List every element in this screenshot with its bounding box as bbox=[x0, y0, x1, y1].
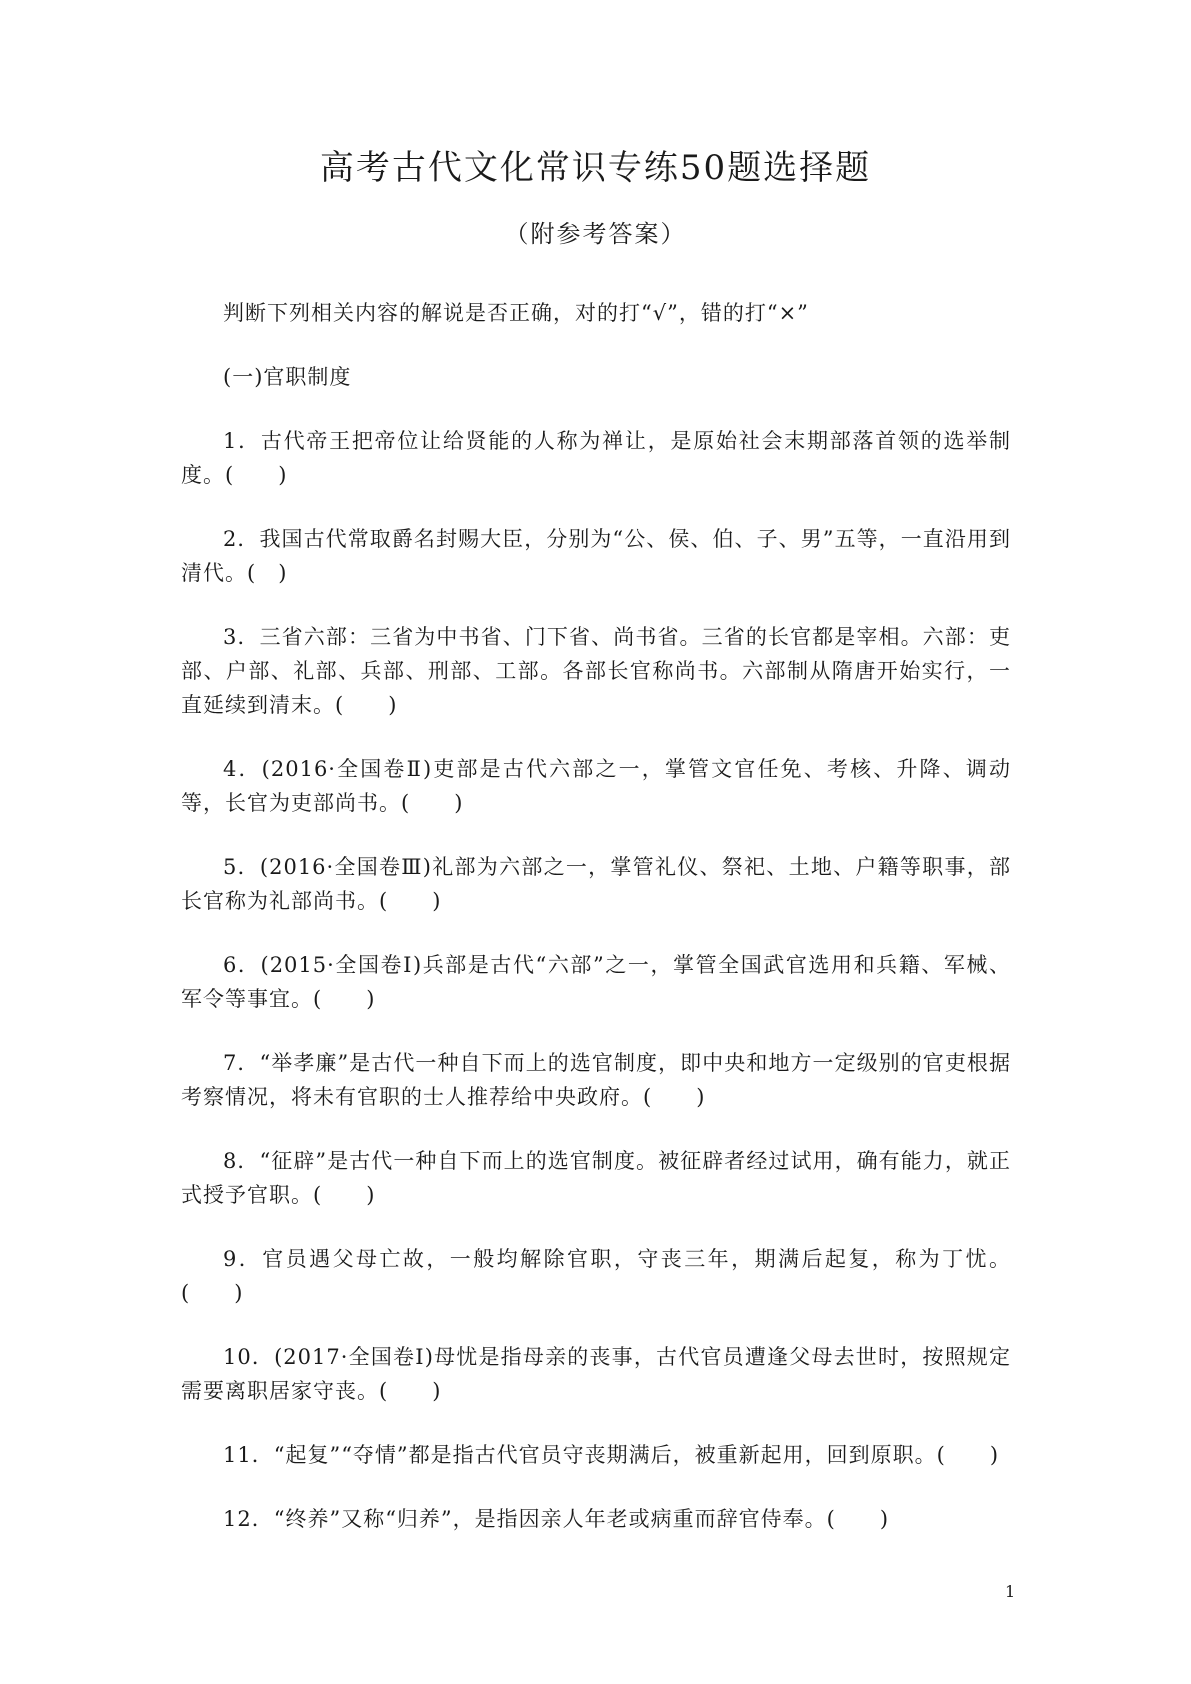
page-number: 1 bbox=[1005, 1582, 1016, 1601]
question-1: 1．古代帝王把帝位让给贤能的人称为禅让，是原始社会末期部落首领的选举制度。( ) bbox=[181, 429, 1011, 487]
question-11: 11．“起复”“夺情”都是指古代官员守丧期满后，被重新起用，回到原职。( ) bbox=[223, 1443, 1000, 1467]
question-8: 8．“征辟”是古代一种自下而上的选官制度。被征辟者经过试用，确有能力，就正式授予官职。( ) bbox=[181, 1149, 1011, 1207]
question-4: 4．(2016·全国卷Ⅱ)吏部是古代六部之一，掌管文官任免、考核、升降、调动等，长官为吏部尚书。( ) bbox=[181, 757, 1011, 815]
section-heading: (一)官职制度 bbox=[223, 365, 352, 389]
question-7: 7．“举孝廉”是古代一种自下而上的选官制度，即中央和地方一定级别的官吏根据考察情况，将未有官职的士人推荐给中央政府。( ) bbox=[181, 1051, 1011, 1109]
question-6: 6．(2015·全国卷Ⅰ)兵部是古代“六部”之一，掌管全国武官选用和兵籍、军械、军令等事宜。( ) bbox=[181, 953, 1011, 1011]
document-subtitle: （附参考答案） bbox=[504, 220, 687, 248]
question-12: 12．“终养”又称“归养”，是指因亲人年老或病重而辞官侍奉。( ) bbox=[223, 1507, 890, 1531]
document-title: 高考古代文化常识专练50题选择题 bbox=[319, 148, 872, 188]
instruction-text: 判断下列相关内容的解说是否正确，对的打“√”，错的打“×” bbox=[223, 301, 809, 325]
question-2: 2．我国古代常取爵名封赐大臣，分别为“公、侯、伯、子、男”五等，一直沿用到清代。( ) bbox=[181, 527, 1011, 585]
question-3: 3．三省六部：三省为中书省、门下省、尚书省。三省的长官都是宰相。六部：吏部、户部、礼部、兵部、刑部、工部。各部长官称尚书。六部制从隋唐开始实行，一直延续到清末。( ) bbox=[181, 625, 1011, 717]
question-5: 5．(2016·全国卷Ⅲ)礼部为六部之一，掌管礼仪、祭祀、土地、户籍等职事，部长官称为礼部尚书。( ) bbox=[181, 855, 1011, 913]
document-body bbox=[181, 296, 1011, 1566]
question-9: 9．官员遇父母亡故，一般均解除官职，守丧三年，期满后起复，称为丁忧。( ) bbox=[181, 1247, 1011, 1305]
question-10: 10．(2017·全国卷Ⅰ)母忧是指母亲的丧事，古代官员遭逢父母去世时，按照规定需要离职居家守丧。( ) bbox=[181, 1345, 1011, 1403]
